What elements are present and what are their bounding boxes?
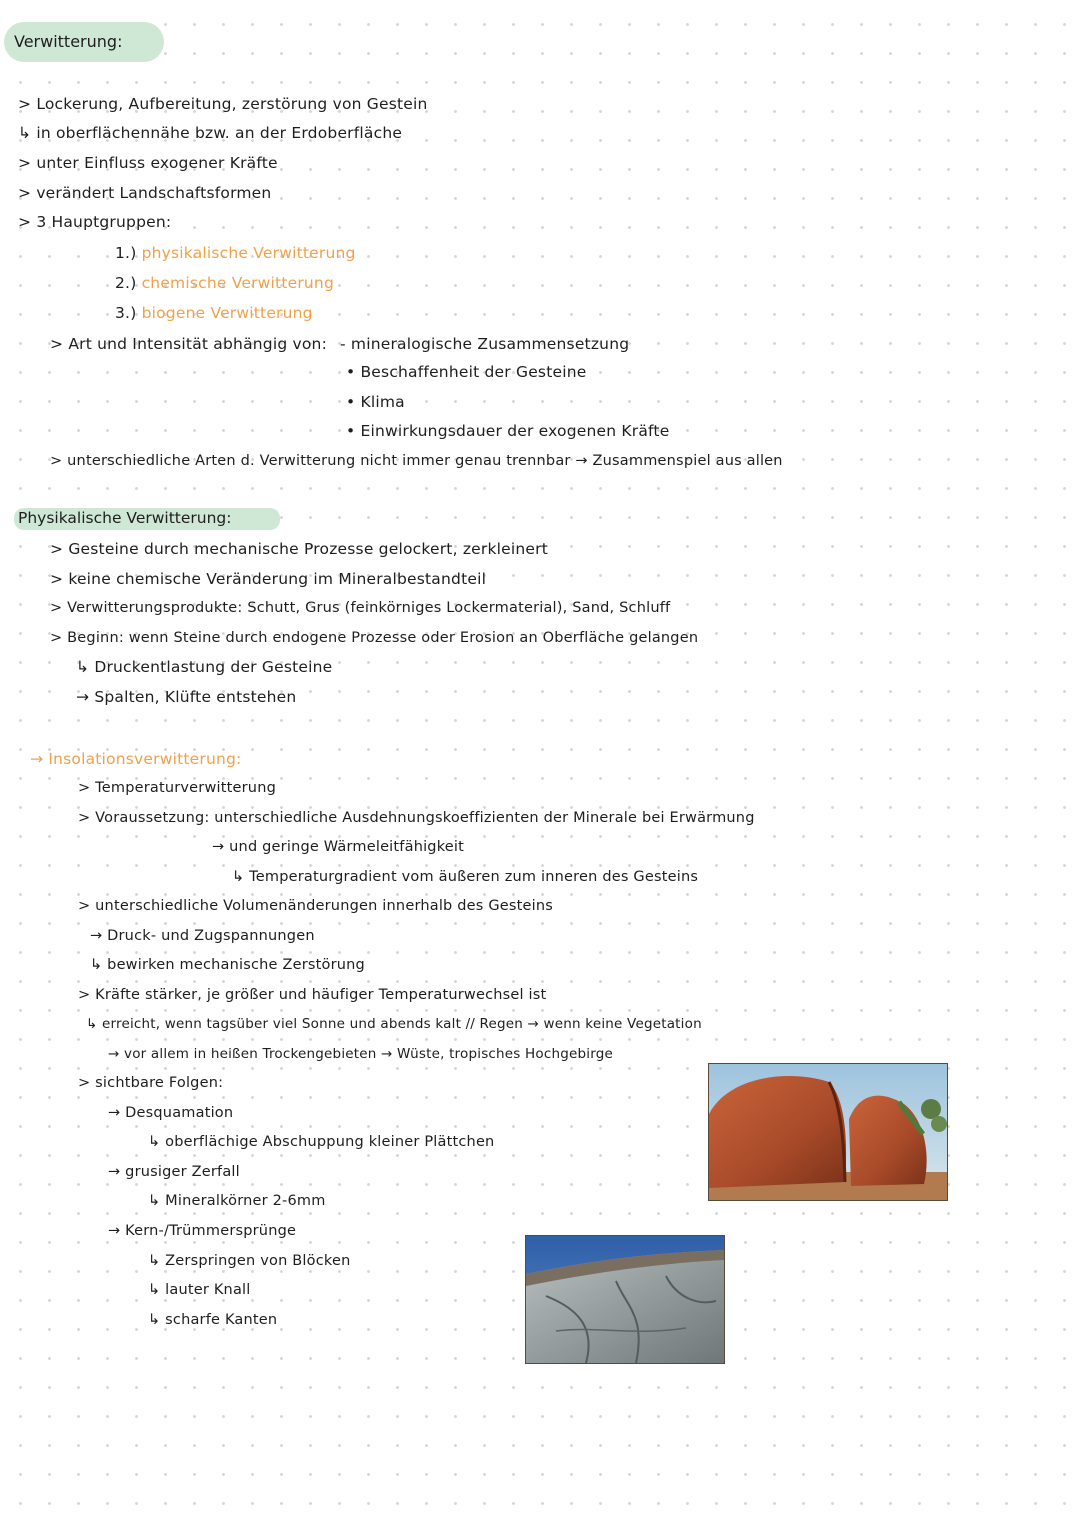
rock-illustration (526, 1236, 724, 1363)
note-line: ↳ Druckentlastung der Gesteine (76, 658, 333, 676)
section-title-insolation: → Insolationsverwitterung: (30, 750, 242, 768)
note-line: ↳ erreicht, wenn tagsüber viel Sonne und abends kalt // Regen → wenn keine Vegetation (86, 1016, 702, 1032)
dependency-intro: > Art und Intensität abhängig von: (50, 335, 327, 353)
group-number: 2.) (115, 274, 137, 292)
note-line: ↳ Mineralkörner 2-6mm (148, 1193, 326, 1209)
dependency-item: • Klima (346, 393, 405, 411)
group-item (115, 243, 356, 263)
note-line: ↳ bewirken mechanische Zerstörung (90, 957, 365, 973)
note-line: > unterschiedliche Volumenänderungen innerhalb des Gesteins (78, 898, 554, 914)
note-line: → Desquamation (108, 1105, 234, 1121)
dependency-item: • Beschaffenheit der Gesteine (346, 363, 587, 381)
note-line: → und geringe Wärmeleitfähigkeit (212, 839, 465, 855)
note-line: > Verwitterungsprodukte: Schutt, Grus (feinkörniges Lockermaterial), Sand, Schluff (50, 600, 671, 616)
note-line: → Druck- und Zugspannungen (90, 928, 315, 944)
note-line: → Kern-/Trümmersprünge (108, 1223, 297, 1239)
note-line: → grusiger Zerfall (108, 1164, 240, 1180)
section-title-physikalisch: Physikalische Verwitterung: (18, 509, 232, 527)
note-line: > Beginn: wenn Steine durch endogene Prozesse oder Erosion an Oberfläche gelangen (50, 630, 699, 646)
photo-exfoliation-rock (525, 1235, 725, 1364)
section-title-verwitterung: Verwitterung: (14, 32, 123, 51)
note-line: → Spalten, Klüfte entstehen (76, 688, 297, 706)
photo-split-boulder (708, 1063, 948, 1201)
note-line: > Temperaturverwitterung (78, 780, 276, 796)
note-line: > unterschiedliche Arten d. Verwitterung nicht immer genau trennbar → Zusammenspiel aus allen (50, 453, 783, 469)
note-line: ↳ scharfe Kanten (148, 1312, 278, 1328)
note-line: → vor allem in heißen Trockengebieten → Wüste, tropisches Hochgebirge (108, 1046, 614, 1062)
dependency-item: - mineralogische Zusammensetzung (340, 335, 630, 353)
note-line: > Lockerung, Aufbereitung, zerstörung von Gestein (18, 95, 428, 113)
group-number: 3.) (115, 304, 137, 322)
group-label: chemische Verwitterung (141, 274, 334, 292)
group-item (115, 273, 334, 293)
note-line: ↳ Temperaturgradient vom äußeren zum inneren des Gesteins (232, 869, 699, 885)
note-line: > sichtbare Folgen: (78, 1075, 224, 1091)
note-line: > 3 Hauptgruppen: (18, 213, 172, 231)
note-line: ↳ oberflächige Abschuppung kleiner Plättchen (148, 1134, 495, 1150)
note-line: > verändert Landschaftsformen (18, 184, 272, 202)
note-line: ↳ lauter Knall (148, 1282, 251, 1298)
group-label: biogene Verwitterung (141, 304, 313, 322)
note-line: > unter Einfluss exogener Kräfte (18, 154, 278, 172)
note-line: > Voraussetzung: unterschiedliche Ausdehnungskoeffizienten der Minerale bei Erwärmung (78, 810, 755, 826)
group-item (115, 303, 313, 323)
boulder-illustration (709, 1064, 947, 1200)
note-line: > Kräfte stärker, je größer und häufiger Temperaturwechsel ist (78, 987, 547, 1003)
group-label: physikalische Verwitterung (141, 244, 356, 262)
note-line: > Gesteine durch mechanische Prozesse gelockert, zerkleinert (50, 540, 549, 558)
note-line: > keine chemische Veränderung im Mineralbestandteil (50, 570, 487, 588)
group-number: 1.) (115, 244, 137, 262)
note-line: ↳ Zerspringen von Blöcken (148, 1253, 351, 1269)
note-line: ↳ in oberflächennähe bzw. an der Erdoberfläche (18, 124, 403, 142)
dependency-item: • Einwirkungsdauer der exogenen Kräfte (346, 422, 670, 440)
